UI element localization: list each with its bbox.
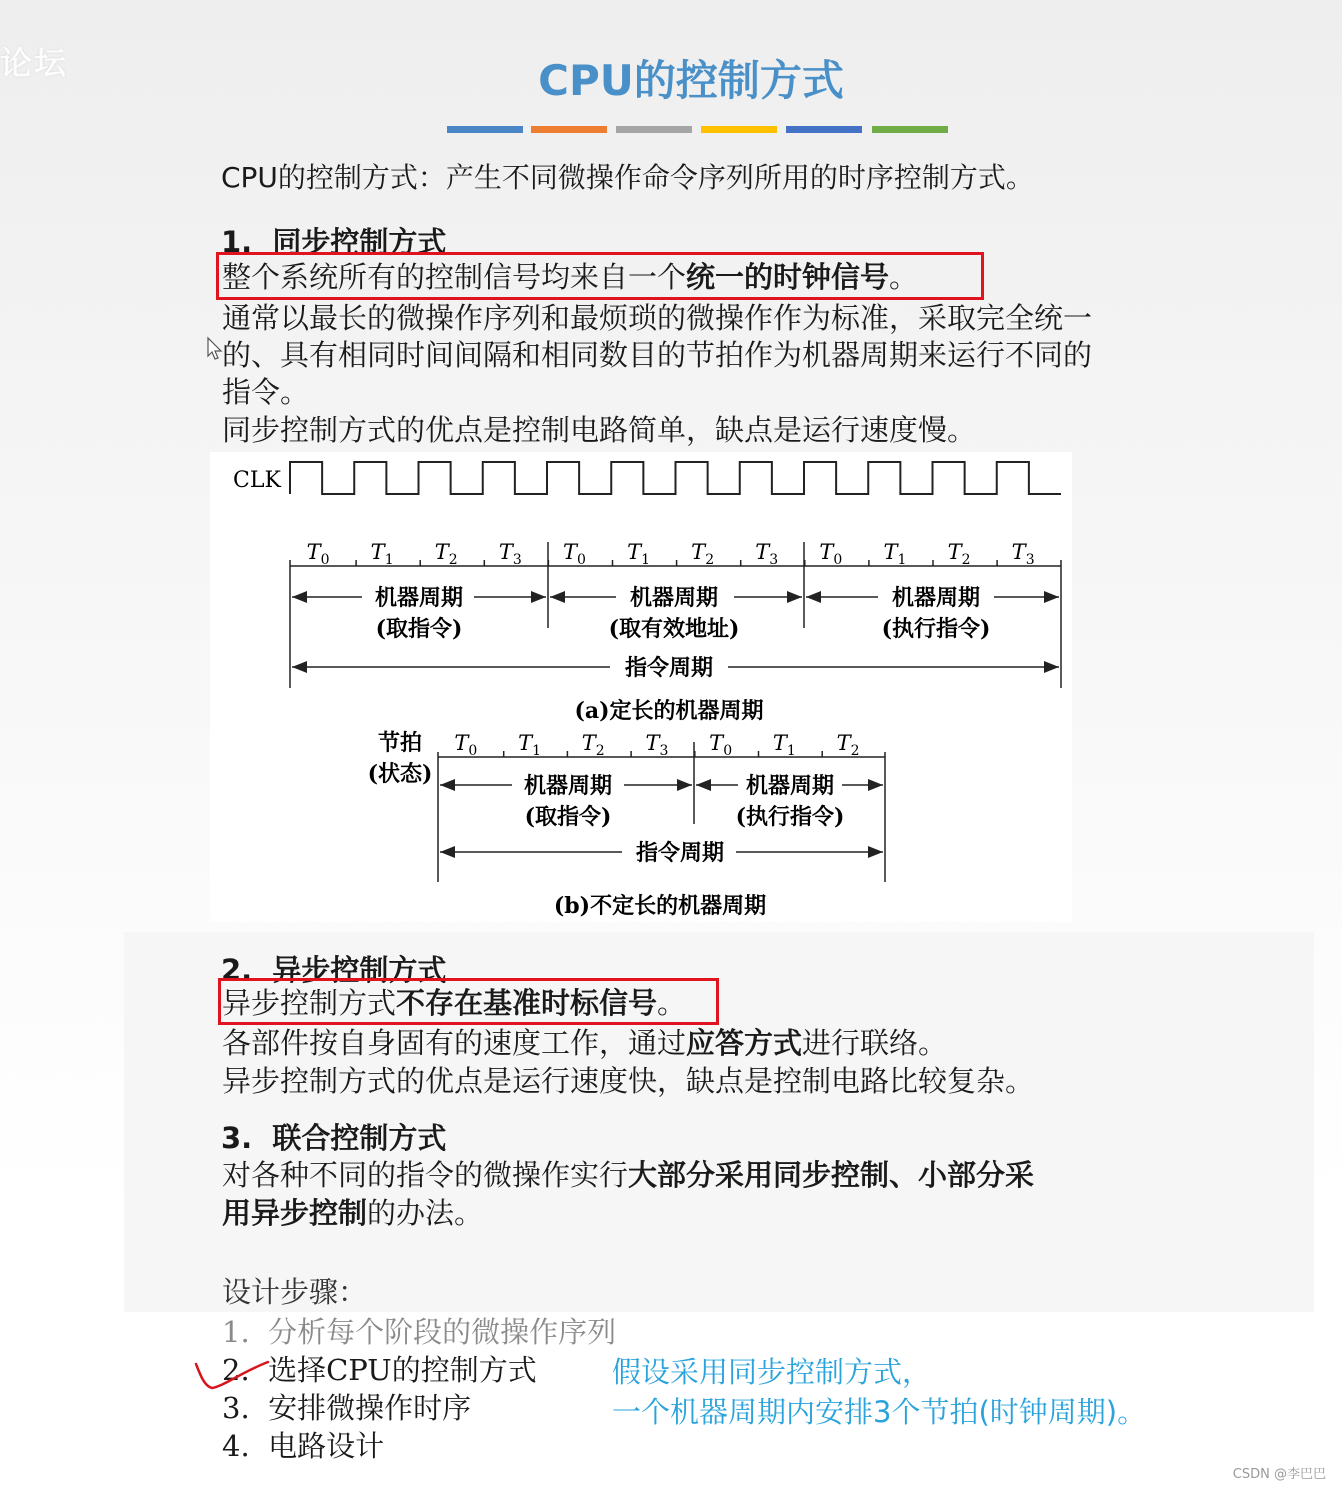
combined-desc-part1: 对各种不同的指令的微操作实行 xyxy=(222,1158,629,1192)
async-key-no-clock: 不存在基准时标信号 xyxy=(396,986,658,1020)
watermark-text: 论坛 xyxy=(0,44,69,82)
credit-watermark: CSDN @李巴巴 xyxy=(1232,1467,1326,1482)
title-underline-green xyxy=(872,126,948,133)
design-step-1 xyxy=(222,1310,616,1351)
caption-a: (a)定长的机器周期 xyxy=(574,698,764,724)
beat-a-label-6: $T_2$ xyxy=(691,540,715,568)
beat-b-label-0: $T_0$ xyxy=(454,731,478,759)
combined-desc-line1 xyxy=(222,1153,1034,1194)
cycle-a3-sub: (执行指令) xyxy=(881,616,991,642)
beat-b-label-6: $T_2$ xyxy=(836,731,860,759)
title-underline-orange xyxy=(531,126,607,133)
combined-desc-line2 xyxy=(222,1191,483,1232)
sync-desc-line1: 通常以最长的微操作序列和最烦琐的微操作作为标准，采取完全统一 xyxy=(222,301,1093,335)
beat-b-label-2: $T_2$ xyxy=(581,731,605,759)
async-heading-number: 2. xyxy=(221,953,253,987)
async-handshake: 应答方式 xyxy=(686,1026,803,1060)
design-step-3 xyxy=(222,1386,471,1427)
sync-desc-line3: 指令。 xyxy=(222,375,310,409)
async-key-sentence xyxy=(222,981,686,1022)
async-key-part1: 异步控制方式 xyxy=(222,986,397,1020)
async-pros-cons: 异步控制方式的优点是运行速度快，缺点是控制电路比较复杂。 xyxy=(222,1064,1035,1098)
step-1-text: 分析每个阶段的微操作序列 xyxy=(268,1315,617,1349)
beat-a-label-11: $T_3$ xyxy=(1011,540,1035,568)
beat-labels-a xyxy=(307,540,1035,568)
sync-pros-cons: 同步控制方式的优点是控制电路简单，缺点是运行速度慢。 xyxy=(222,413,977,447)
beat-b-label-4: $T_0$ xyxy=(709,731,733,759)
beat-a-label-0: $T_0$ xyxy=(306,540,330,568)
sync-heading-number: 1. xyxy=(221,225,253,259)
title-underline-gray xyxy=(616,126,692,133)
async-desc-line1 xyxy=(222,1021,947,1062)
sync-key-clock: 统一的时钟信号 xyxy=(686,260,890,294)
beat-b-label-3: $T_3$ xyxy=(645,731,669,759)
sync-desc-line2: 的、具有相同时间间隔和相同数目的节拍作为机器周期来运行不同的 xyxy=(222,338,1093,372)
note-line-2: 一个机器周期内安排3个节拍(时钟周期)。 xyxy=(612,1395,1147,1429)
intro-definition: CPU的控制方式：产生不同微操作命令序列所用的时序控制方式。 xyxy=(221,161,1034,194)
async-desc-part3: 进行联络。 xyxy=(802,1026,948,1060)
beat-b-label-5: $T_1$ xyxy=(772,731,796,759)
beat-labels-b xyxy=(454,731,859,759)
cycle-b2-sub: (执行指令) xyxy=(735,804,845,830)
beat-b-label-1: $T_1$ xyxy=(518,731,542,759)
step-4-number: 4. xyxy=(222,1429,250,1463)
cycle-a1-sub: (取指令) xyxy=(375,616,463,642)
beat-label: 节拍 xyxy=(377,730,423,756)
cycle-a3-name: 机器周期 xyxy=(891,585,981,611)
mouse-cursor-icon xyxy=(206,336,224,362)
combined-heading-text: 联合控制方式 xyxy=(272,1121,447,1155)
step-1-number: 1. xyxy=(222,1315,250,1349)
sync-key-sentence xyxy=(222,255,918,296)
caption-b: (b)不定长的机器周期 xyxy=(553,893,767,919)
sync-key-end: 。 xyxy=(889,260,919,294)
timing-diagram-svg xyxy=(210,452,1072,922)
combined-desc-end: 的办法。 xyxy=(367,1196,484,1230)
beat-a-label-4: $T_0$ xyxy=(562,540,586,568)
beat-a-label-2: $T_2$ xyxy=(434,540,458,568)
design-steps-title: 设计步骤： xyxy=(222,1275,368,1309)
state-label: (状态) xyxy=(367,761,433,787)
combined-desc-bold2: 用异步控制 xyxy=(222,1196,368,1230)
beat-a-label-7: $T_3$ xyxy=(755,540,779,568)
async-desc-part1: 各部件按自身固有的速度工作，通过 xyxy=(222,1026,687,1060)
cycle-b1-name: 机器周期 xyxy=(523,773,613,799)
title-underline-blue xyxy=(447,126,523,133)
clk-label: CLK xyxy=(233,468,281,493)
beat-a-label-9: $T_1$ xyxy=(883,540,907,568)
step-4-text: 电路设计 xyxy=(268,1429,385,1463)
beat-a-label-3: $T_3$ xyxy=(498,540,522,568)
cycle-a1-name: 机器周期 xyxy=(374,585,464,611)
step-3-number: 3. xyxy=(222,1391,250,1425)
design-step-4 xyxy=(222,1424,384,1465)
step-2-number: 2. xyxy=(222,1353,250,1387)
title-underline-yellow xyxy=(701,126,777,133)
clock-waveform xyxy=(290,462,1061,494)
title-underline-darkblue xyxy=(786,126,862,133)
combined-heading xyxy=(221,1116,446,1157)
cycle-a2-name: 机器周期 xyxy=(629,585,719,611)
cycle-b2-name: 机器周期 xyxy=(745,773,835,799)
timing-figure xyxy=(210,452,1072,922)
sync-heading-text: 同步控制方式 xyxy=(272,225,447,259)
async-key-end: 。 xyxy=(657,986,687,1020)
step-3-text: 安排微操作时序 xyxy=(268,1391,472,1425)
instr-cycle-a-label: 指令周期 xyxy=(624,655,714,681)
async-heading-text: 异步控制方式 xyxy=(272,953,447,987)
beat-a-label-5: $T_1$ xyxy=(627,540,651,568)
page-title: CPU的控制方式 xyxy=(538,56,844,105)
cycle-a2-sub: (取有效地址) xyxy=(608,616,740,642)
step-2-text: 选择CPU的控制方式 xyxy=(268,1353,537,1387)
cycle-b1-sub: (取指令) xyxy=(524,804,612,830)
note-line-1: 假设采用同步控制方式， xyxy=(612,1355,932,1389)
beat-a-label-8: $T_0$ xyxy=(819,540,843,568)
check-mark-icon xyxy=(190,1352,274,1392)
combined-heading-number: 3. xyxy=(221,1121,253,1155)
instr-cycle-b-label: 指令周期 xyxy=(635,840,725,866)
beat-a-label-10: $T_2$ xyxy=(947,540,971,568)
beat-a-label-1: $T_1$ xyxy=(370,540,394,568)
sync-key-part1: 整个系统所有的控制信号均来自一个 xyxy=(222,260,687,294)
combined-desc-bold1: 大部分采用同步控制、小部分采 xyxy=(628,1158,1035,1192)
